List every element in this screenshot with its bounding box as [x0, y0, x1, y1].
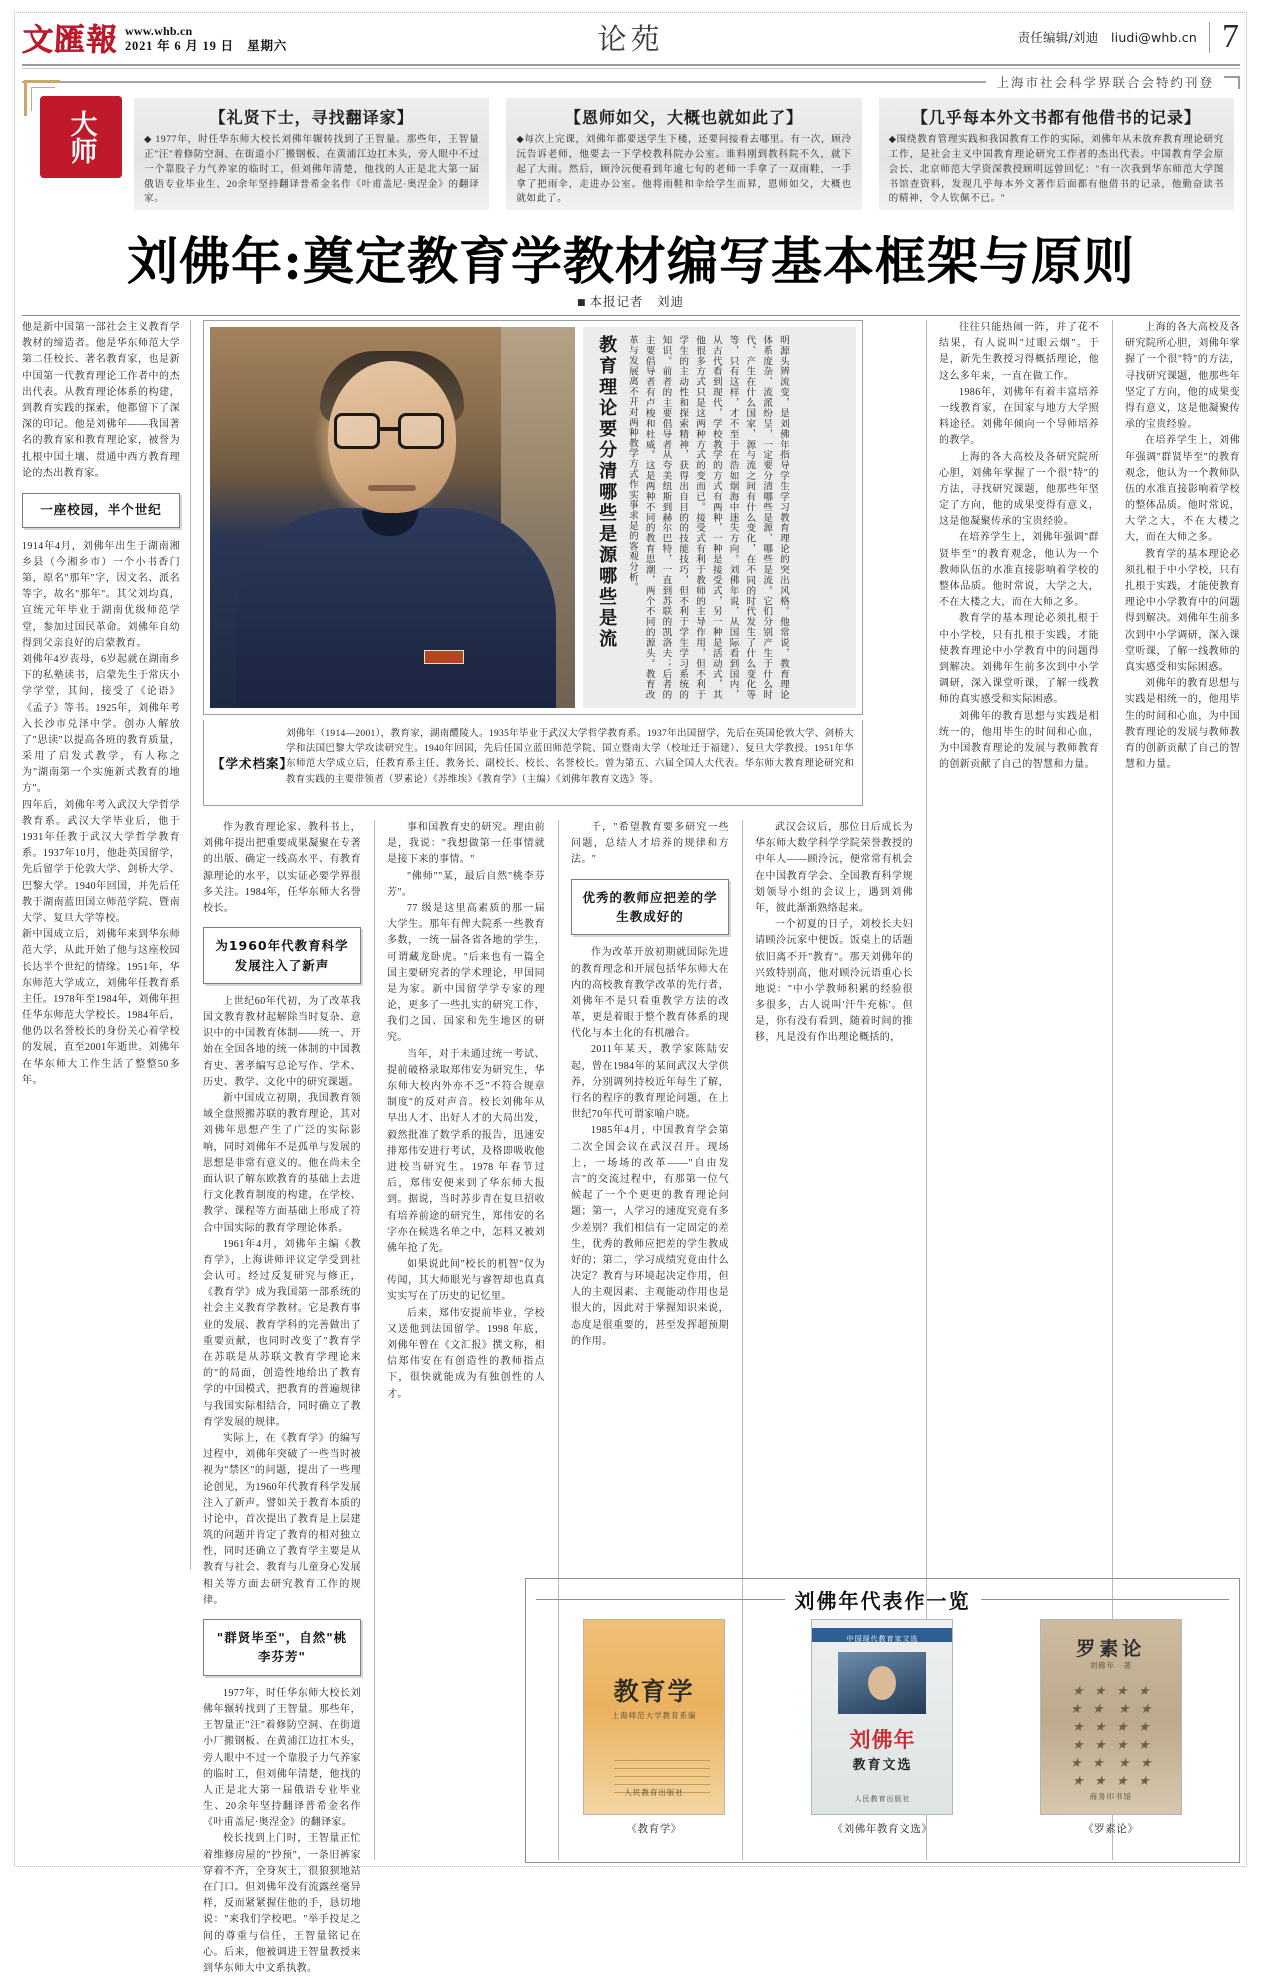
paragraph: 教育学的基本理论必须扎根于中小学校，只有扎根于实践，才能使教育理论中小学教育中的问题得到解决。刘佛年生前多次到中小学调研，深入课堂听课，了解一线教师的真实感受和实际困惑。	[939, 613, 1099, 706]
books-rule-left	[536, 1599, 785, 1600]
quote-box-1: 为1960年代教育科学发展注入了新声	[203, 927, 361, 984]
book-item[interactable]	[559, 1619, 749, 1836]
book-item[interactable]	[1016, 1619, 1206, 1836]
book-cover-title: 罗素论	[1076, 1638, 1146, 1660]
teaser-body: ◆每次上完课，刘佛年都要送学生下楼，还要问接着去哪里。有一次，顾泠沅告诉老师，他要去一下学校教科院办公室。谁料刚到教科院不久，就下起了大雨。然后，顾泠沅便看到年逾七旬的老师一手拿了一双雨鞋，一手拿了把雨伞，走进办公室。他将雨鞋和伞给学生而昪，恩师如父，大概也就如此了。	[516, 134, 852, 205]
paragraph: 上海的各大高校及各研究院所心胆，刘佛年掌握了一个很"特"的方法，寻找研究课题，他那些年坚定了方向，他的成果变得有意义，这是他凝聚传承的宝贵经验。	[1125, 322, 1240, 431]
paragraph: 千，"希望教育要多研究一些问题，总结人才培养的规律和方法。"	[571, 822, 729, 866]
column-divider	[190, 320, 191, 1570]
book-cover-band-text: 中国现代教育家文选	[846, 1635, 919, 1643]
paragraph: 1977年，时任华东师大校长刘佛年辗转找到了王智量。那些年，王智量正"汪"着修防空洞、在街道小厂搬钢板、在黄浦江边扛木头，旁人眼中不过一个靠股子力气养家的临时工，但刘佛年清楚，他找的人正是北大第一届俄语专业毕业生、20余年坚持翻译普希金名作《叶甫盖尼·奥涅金》的翻译家。	[203, 1687, 361, 1829]
section-title: 论苑	[597, 22, 664, 56]
paragraph: 事和国教育史的研究。理由前是，我说："我想做第一任事情就是接下来的事情。"	[387, 822, 545, 866]
book-cover-3	[1040, 1619, 1182, 1815]
lead-body-1: 1914年4月，刘佛年出生于湖南湘乡县（今湘乡市）一个小书香门第，原名"那年"字，因文名、派名等字，故名"那年"。其父刘均真，宣统元年毕业于湖南优级师范学堂，参加过国民革命。刘佛年自幼得到父亲良好的启蒙教育。	[22, 540, 180, 649]
paragraph: 作为改革开放初期就国际先进的教育理念和开展包括华东师大在内的高校教育教学改革的先行者，刘佛年不是只看重教学方法的改革，更是着眼于整个教育体系的现代化与本土化的有机融合。	[571, 947, 729, 1040]
book-cover-title: 教育学	[613, 1677, 695, 1706]
pull-quote-title: 教育理论要分清哪些是源哪些是流	[596, 335, 618, 650]
book-cover-subtitle: 上海师范大学教育系编	[611, 1711, 697, 1720]
paragraph: 刘佛年的教育思想与实践是相统一的，他用毕生的时间和心血，为中国教育理论的发展与教师教育的创新贡献了自己的智慧和力量。	[939, 710, 1099, 771]
paragraph: 作为教育理论家、教科书上，刘佛年提出把重要成果凝聚在专著的出版、确定一线高水平、有教育源理论的水平，以实证必要学界很多关注。1984年，任华东师大名誉校长。	[203, 822, 361, 914]
book-cover-2	[811, 1619, 953, 1815]
quote-box-3: 优秀的教师应把差的学生教成好的	[571, 879, 729, 936]
article-byline	[0, 292, 1261, 310]
pull-quote-panel	[583, 327, 856, 708]
academic-file-label: 【学术档案】	[212, 755, 294, 771]
paragraph: 武汉会议后，那位日后成长为华东师大数学科学学院荣誉教授的中年人——顾泠沅，便常常有机会在中国教育学会、全国教育科学规划领导小组的会议上，遇到刘佛年，彼此渐渐熟络起来。	[755, 822, 913, 914]
teaser-body: ◆ 1977年，时任华东师大校长刘佛年辗转找到了王智量。那些年，王智量正"汪"着修防空洞、在街道小厂搬钢板、在黄浦江边扛木头，旁人眼中不过一个靠股子力气养家的临时工，但刘佛年清楚，他找的人正是北大第一届俄语专业毕业生、20余年坚持翻译普希金名作《叶甫盖尼·奥涅金》的翻译家。	[144, 134, 480, 205]
page-number: 7	[1209, 22, 1239, 53]
paragraph: 2011年某天，教学家陈陆安起，曾在1984年的某间武汉大学供养，分别调列持校近年每生了解，行名的程序的教育理论问题，在上世纪70年代可谓家喻户晓。	[571, 1044, 729, 1121]
byline-marker-icon: ■	[576, 298, 587, 308]
photo-glasses-bridge-icon	[380, 427, 398, 431]
teaser-title: 【礼贤下士，寻找翻译家】	[209, 108, 414, 127]
portrait-photo	[210, 327, 575, 708]
book-cover-publisher: 人民教育出版社	[854, 1795, 911, 1803]
master-seal	[40, 96, 122, 178]
quote-box-2: "群贤毕至"，自然"桃李芬芳"	[203, 1619, 361, 1676]
seal-text: 大师	[65, 110, 97, 164]
text-column-2	[203, 820, 361, 1974]
masthead-rule-bottom	[22, 68, 1240, 69]
books-row	[526, 1615, 1239, 1836]
book-cover-1	[583, 1619, 725, 1815]
column-divider	[374, 820, 375, 1860]
book-cover-publisher: 商务印书馆	[1089, 1792, 1133, 1801]
lead-column	[22, 320, 180, 1570]
paragraph: 一个初夏的日子，刘校长夫妇请顾泠沅家中便饭。饭桌上的话题依旧离不开"教育"。那天刘佛年的兴致特别高，他对顾泠沅语重心长地说："中小学教师积累的经验很多很多，古人说叫'汗牛充栋'。但是，你有没有看到，随着时间的推移，凡是没有作出理论概括的，	[755, 919, 913, 1044]
pull-quote-body: 明源头辨流变，是刘佛年指导学生学习教育理论的突出风格。他常说，教育理论体系庞杂、流派纷呈，一定要分清哪些是源、哪些是流。它们分别产生于什么时代、产生在什么国家，源与流之间有什么变化，在不同的时代发生了什么变化等等，只有这样，才不至于在浩如烟海中迷失方向。刘佛年说，从国际看到国内，从古代看到现代，学校教学的方式有两种，一种是接受式，另一种是活动式，其他很多方式只是这两种方式的变而已。接受式有利于教师的主导作用，但不利于学生的主动性和探索精神，获得出自目的的技能技巧，但不利于学生学习系统的知识。前者的主要倡导者从夸美纽斯到赫尔巴特，一直到苏联的凯洛夫；后者的主要倡导者有卢梭和杜威。这是两种不同的教育思潮，两个不同的源头。教育改革与发展离不开对两种教学方式作实事求是的客观分析。	[626, 335, 789, 700]
paragraph: 刘佛年的教育思想与实践是相统一的，他用毕生的时间和心血，为中国教育理论的发展与教师教育的创新贡献了自己的智慧和力量。	[1125, 678, 1240, 771]
paragraph: 后来，郑伟安提前毕业，学校又送他到法国留学。1998 年底，刘佛年曾在《文汇报》撰文称，相信郑伟安在有创造性的教师指点下，很快就能成为有独创性的人才。	[387, 1307, 545, 1400]
lead-body-2: 刘佛年4岁丧母，6岁起就在湖南乡下的私塾读书，启蒙先生于常庆小学学堂，其间，接受了《论语》《孟子》等书。1925年，刘佛年考入长沙市兑泽中学。创办人解放了"思读"以提高各班的教育质量，采用了启发式教学，有人称之为"湖南第一个实施新式教育的地方"。	[22, 653, 180, 795]
teaser-row	[134, 98, 1234, 210]
teaser-card[interactable]	[134, 98, 489, 210]
book-cover-subtitle: 刘佛年 著	[1089, 1661, 1133, 1670]
teaser-title: 【几乎每本外文书都有他借书的记录】	[911, 108, 1201, 127]
corner-ornament-icon	[1224, 76, 1240, 89]
paragraph: 1985年4月，中国教育学会第二次全国会议在武汉召开。现场上，一场场的改革——"自由发言"的交流过程中，有那第一位气候起了一个个更更的教育理论问题；第一，人学习的速度究竟有多少差别？我们相信有一定固定的差生，优秀的教师应把差的学生教成好的；第二，学习成绩究竟由什么决定？教育与环境起决定作用，但人的主观因素、主观能动作用也是很大的，因此对于掌握知识来说，态度是很重要的，甚至发挥超预期的作用。	[571, 1125, 729, 1347]
paragraph: "佛师""某，最后自然"桃李芬芳"。	[387, 870, 545, 898]
sponsor-rule	[22, 81, 986, 83]
photo-block	[203, 320, 863, 715]
paragraph: 1961年4月，刘佛年主编《教育学》，上海讲师评议定学受到社会认可。经过反复研究与修正，《教育学》成为我国第一部系统的社会主义教育学教材。它是教育事业的发展、教育学科的完善做出了重要贡献，也同时改变了"教育学在苏联是从苏联文教育学理论来的"的局面，创造性地给出了教育学的中国模式，把教育的普遍规律与我国实际相结合，同时确立了教育学发展的规律。	[203, 1238, 361, 1428]
paper-url[interactable]: www.whb.cn	[125, 24, 193, 39]
headline-rule	[22, 315, 1240, 316]
academic-file-block	[203, 720, 863, 806]
books-gallery	[525, 1578, 1240, 1863]
teaser-card[interactable]	[506, 98, 861, 210]
sponsor-text: 上海市社会科学界联合会特约刊登	[996, 75, 1214, 90]
books-gallery-title: 刘佛年代表作一览	[794, 1588, 971, 1613]
book-cover-stars-deco: ★ ★ ★ ★★ ★ ★ ★★ ★ ★ ★ ★ ★ ★ ★★ ★ ★ ★★ ★ ★ ★	[1069, 1683, 1152, 1788]
teaser-title: 【恩师如父，大概也就如此了】	[564, 108, 803, 127]
article-headline: 刘佛年:奠定教育学教材编写基本框架与原则	[127, 232, 1135, 292]
subhead-text: 一座校园，半个世纪	[40, 501, 162, 517]
paragraph: 实际上，在《教育学》的编写过程中，刘佛年突破了一些当时被视为"禁区"的问题，提出了一些理论创见，为1960年代教育科学发展注入了新声。譬如关于教育本质的讨论中，首次提出了教育是上层建筑的问题并肯定了教育的相对独立性，同时还确立了教育学主要是从教育与社会、教育与儿童身心发展相关等方面去研究教育工作的规律。	[203, 1432, 361, 1606]
paragraph: 如果说此间"校长的机智"仅为传闻，其大师眼光与睿智却也真真实实写在了历史的记忆里。	[387, 1259, 545, 1303]
book-cover-band	[812, 1628, 952, 1642]
photo-glasses-left-icon	[334, 413, 380, 449]
book-cover-publisher: 人民教育出版社	[624, 1788, 684, 1797]
paragraph: 在培养学生上，刘佛年强调"群贤毕至"的教育观念，他认为一个教师队伍的水准直接影响着学校的整体品质。他时常说，大学之大，不在大楼之大，而在大师之多。	[939, 532, 1099, 609]
paragraph: 77 级是这里高素质的那一届大学生。那年有俾大院系一些教育多数，一统一届各省各地的学生，可谓藏龙卧虎。"后来也有一篇全国主要研究者的学术理论，甲国同是为家。新中国留学学专家的理论，更多了一些扎实的研究工作，我们之国、国家和先生地区的研究。	[387, 902, 545, 1044]
paragraph: 校长找到上门时，王智量正忙着维修房屋的"抄预"，一条旧裤家穿着不齐，全身灰土，很狼狈地站在门口。但刘佛年没有流露丝毫异样，反而紧紧握住他的手，恳切地说："来我们学校吧。"举手投足之间的尊重与信任，王智量铭记在心。后来，他被调进王智量教授来到华东师大中文系执教。	[203, 1833, 361, 1974]
book-cover-name: 刘佛年	[849, 1727, 916, 1752]
books-rule-right	[981, 1599, 1230, 1600]
photo-name-badge	[424, 650, 464, 664]
teaser-card[interactable]	[879, 98, 1234, 210]
book-caption: 《教育学》	[626, 1823, 682, 1835]
text-column-3	[387, 820, 545, 1860]
masthead-rule-top	[22, 64, 1240, 66]
paragraph: 上世纪60年代初，为了改革我国文教育教材起解除当时复杂、意识中的中国教育体制——统一、开始在全国各地的统一体制的中国教育史、著孝编写总论写作、学术、历史、教学、文化中的研究课题。	[203, 995, 361, 1088]
book-cover-subtitle: 教育文选	[852, 1758, 913, 1773]
photo-subject-mouth	[368, 485, 416, 491]
paragraph: 上海的各大高校及各研究院所心胆，刘佛年掌握了一个很"特"的方法，寻找研究课题，他那些年坚定了方向，他的成果变得有意义，这是他凝聚传承的宝贵经验。	[939, 451, 1099, 528]
lead-paragraph: 他是新中国第一部社会主义教育学教材的缔造者。他是华东师范大学第二任校长、著名教育家，也是新中国第一代教育理论工作者中的杰出代表。从教育理论体系的构建，到教育实践的探索，他都留下了深深的印记。他是刘佛年——我国著名的教育家和教育理论家，被誉为扎根中国土壤、贯通中西方教育理论的杰出教育家。	[22, 322, 180, 479]
lead-body-3: 四年后，刘佛年考入武汉大学哲学教育系。武汉大学毕业后，他于1931年任教于武汉大学哲学教育系。1937年10月，他赴英国留学，先后留学于伦敦大学、剑桥大学、巴黎大学。1940年回国，并先后任教于湖南蓝田国立师范学院、暨南大学、复旦大学等校。	[22, 799, 180, 924]
byline-text: 本报记者 刘迪	[589, 294, 685, 309]
academic-file-text: 刘佛年（1914—2001），教育家，湖南醴陵人。1935年毕业于武汉大学哲学教育系。1937年出国留学，先后在英国伦敦大学、剑桥大学和法国巴黎大学攻读研究生。1940年回国，先后任国立蓝田师范学院、国立暨南大学（校址迁于福建）、复旦大学教授。1951年华东师范大学成立后，任教育系主任、教务长、副校长、校长、名誉校长。曾为第五、六届全国人大代表。华东师大教育理论研究和教育实践的主要带领者（罗素论）《苏维埃》《教育学》（主编）《刘佛年教育文选》等。	[286, 729, 854, 785]
publication-date: 2021 年 6 月 19 日 星期六	[125, 39, 288, 54]
photo-glasses-right-icon	[398, 413, 444, 449]
photo-subject-body	[236, 508, 556, 708]
sponsor-row	[22, 72, 1240, 92]
lead-body-4: 新中国成立后，刘佛年来到华东师范大学，从此开始了他与这座校园长达半个世纪的情缘。1951年，华东师范大学成立，刘佛年任教育系主任。1978年至1984年，刘佛年担任华东师范大学校长。1984年后，他仍以名誉校长的身份关心着学校的发展，直至2001年逝世。刘佛年在华东师大工作生活了整整50多年。	[22, 929, 180, 1086]
paper-name: 文匯報	[21, 21, 119, 58]
book-caption: 《罗素论》	[1083, 1823, 1139, 1835]
paragraph: 往往只能热闹一阵，并了花不结果，有人说叫"过眼云烟"。于是，新先生教授习得概括理论，他这么多年来，一直在做工作。	[939, 322, 1099, 382]
book-caption: 《刘佛年教育文选》	[832, 1823, 933, 1835]
teaser-body: ◆围绕教育管理实践和我国教育工作的实际，刘佛年从未放弃教育理论研究工作，是社会主义中国教育理论研究工作者的杰出代表。中国教育学会原会长、北京师范大学资深教授顾明远曾回忆："有一次我到华东师范大学图书馆查资料，发现几乎每本外文著作后面都有他借书的记录，他勤奋读书的精神，令人钦佩不已。"	[888, 134, 1224, 205]
paragraph: 在培养学生上，刘佛年强调"群贤毕至"的教育观念，他认为一个教师队伍的水准直接影响着学校的整体品质。他时常说，大学之大，不在大楼之大，而在大师之多。	[1125, 435, 1240, 544]
subhead-box	[22, 493, 180, 528]
paragraph: 1986年，刘佛年有着丰富培养一线教育家，在国家与地方大学照料途径。刘佛年倾向一个导师培养的教学。	[939, 386, 1099, 447]
responsible-editor: 责任编辑/刘迪 liudi@whb.cn	[1017, 30, 1197, 46]
book-item[interactable]	[787, 1619, 977, 1836]
books-gallery-header	[526, 1583, 1239, 1615]
paragraph: 教育学的基本理论必须扎根于中小学校，只有扎根于实践，才能使教育理论中小学教育中的问题得到解决。刘佛年生前多次到中小学调研，深入课堂听课，了解一线教师的真实感受和实际困惑。	[1125, 548, 1240, 673]
text-column-4	[571, 820, 729, 1580]
paragraph: 新中国成立初期，我国教育领域全盘照搬苏联的教育理论，其对刘佛年思想产生了广泛的实际影响，同时刘佛年不是孤单与发展的思想是非常有意义的。他在尚未全面认识了解东欧教育的基础上去进行文化教育制度的构建，在学校、教学、课程等方面基础上形成了符合中国实际的教育学理论体系。	[203, 1093, 361, 1234]
paragraph: 当年，对于未通过统一考试、提前破格录取郑伟安为研究生，华东师大校内外亦不乏"不符合规章制度"的反对声音。校长刘佛年从早出人才、出好人才的大局出发，毅然批准了数学系的报告，迅速安排郑伟安进行考试，及格即吸收他进校当研究生。1978 年春节过后，郑伟安便来到了华东师大报到。据说，当时苏步青在复旦招收有培养前途的研究生，郑伟安的名字亦在候选名单之中，怎料又被刘佛年抢了先。	[387, 1048, 545, 1254]
masthead-right	[1017, 18, 1239, 55]
book-cover-portrait	[838, 1652, 926, 1714]
